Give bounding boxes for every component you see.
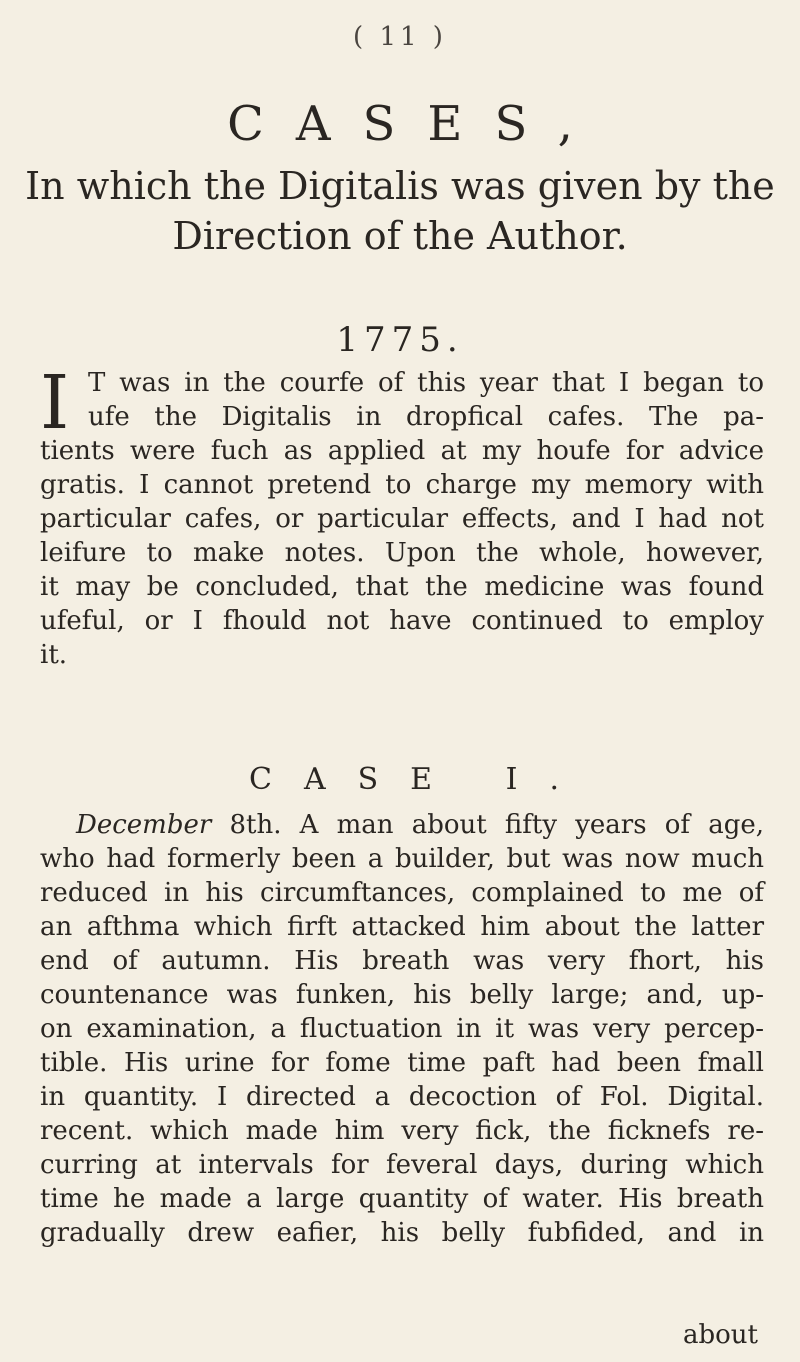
subtitle-line-2: Direction of the Author. [172, 214, 628, 258]
intro-line: it. [40, 640, 68, 670]
intro-paragraph [40, 360, 764, 768]
intro-line: particular cafes, or particular effects, and I had not [40, 504, 764, 534]
intro-line: gratis. I cannot pretend to charge my memory with [40, 470, 764, 500]
intro-line: ufe the Digitalis in dropfical cafes. The pa- [88, 402, 764, 432]
case-line: tible. His urine for fome time paft had been fmall [40, 1048, 764, 1078]
intro-line: leifure to make notes. Upon the whole, however, [40, 538, 764, 568]
case-line: end of autumn. His breath was very fhort, his [40, 946, 764, 976]
intro-line: ufeful, or I fhould not have continued to employ [40, 606, 764, 636]
case-paragraph [40, 810, 764, 1320]
case-title: CASE I. [249, 762, 591, 797]
intro-line: T was in the courfe of this year that I began to [88, 368, 764, 398]
year-heading: 1775. [336, 320, 464, 360]
case-line: time he made a large quantity of water. His breath [40, 1184, 764, 1214]
case-line: who had formerly been a builder, but was now much [40, 844, 764, 874]
case-line: an afthma which firft attacked him about the latter [40, 912, 764, 942]
case-line: reduced in his circumftances, complained to me of [40, 878, 764, 908]
case-date: December [76, 810, 212, 840]
case-first-line-text: 8th. A man about fifty years of age, [211, 810, 764, 840]
intro-line: tients were fuch as applied at my houfe for advice [40, 436, 764, 466]
section-heading: CASES, [227, 96, 605, 152]
case-line: in quantity. I directed a decoction of Fol. Digital. [40, 1082, 764, 1112]
subtitle-line-1: In which the Digitalis was given by the [25, 164, 775, 208]
case-line: on examination, a fluctuation in it was very percep- [40, 1014, 764, 1044]
case-line: countenance was funken, his belly large; and, up- [40, 980, 764, 1010]
drop-capital: I [40, 360, 70, 446]
case-first-line [76, 810, 764, 840]
page-number: ( 11 ) [353, 22, 447, 52]
case-line: recent. which made him very fick, the ficknefs re- [40, 1116, 764, 1146]
catchword: about [683, 1320, 758, 1350]
case-line: curring at intervals for feveral days, during which [40, 1150, 764, 1180]
intro-line: it may be concluded, that the medicine was found [40, 572, 764, 602]
case-line: gradually drew eafier, his belly fubfided, and in [40, 1218, 764, 1248]
